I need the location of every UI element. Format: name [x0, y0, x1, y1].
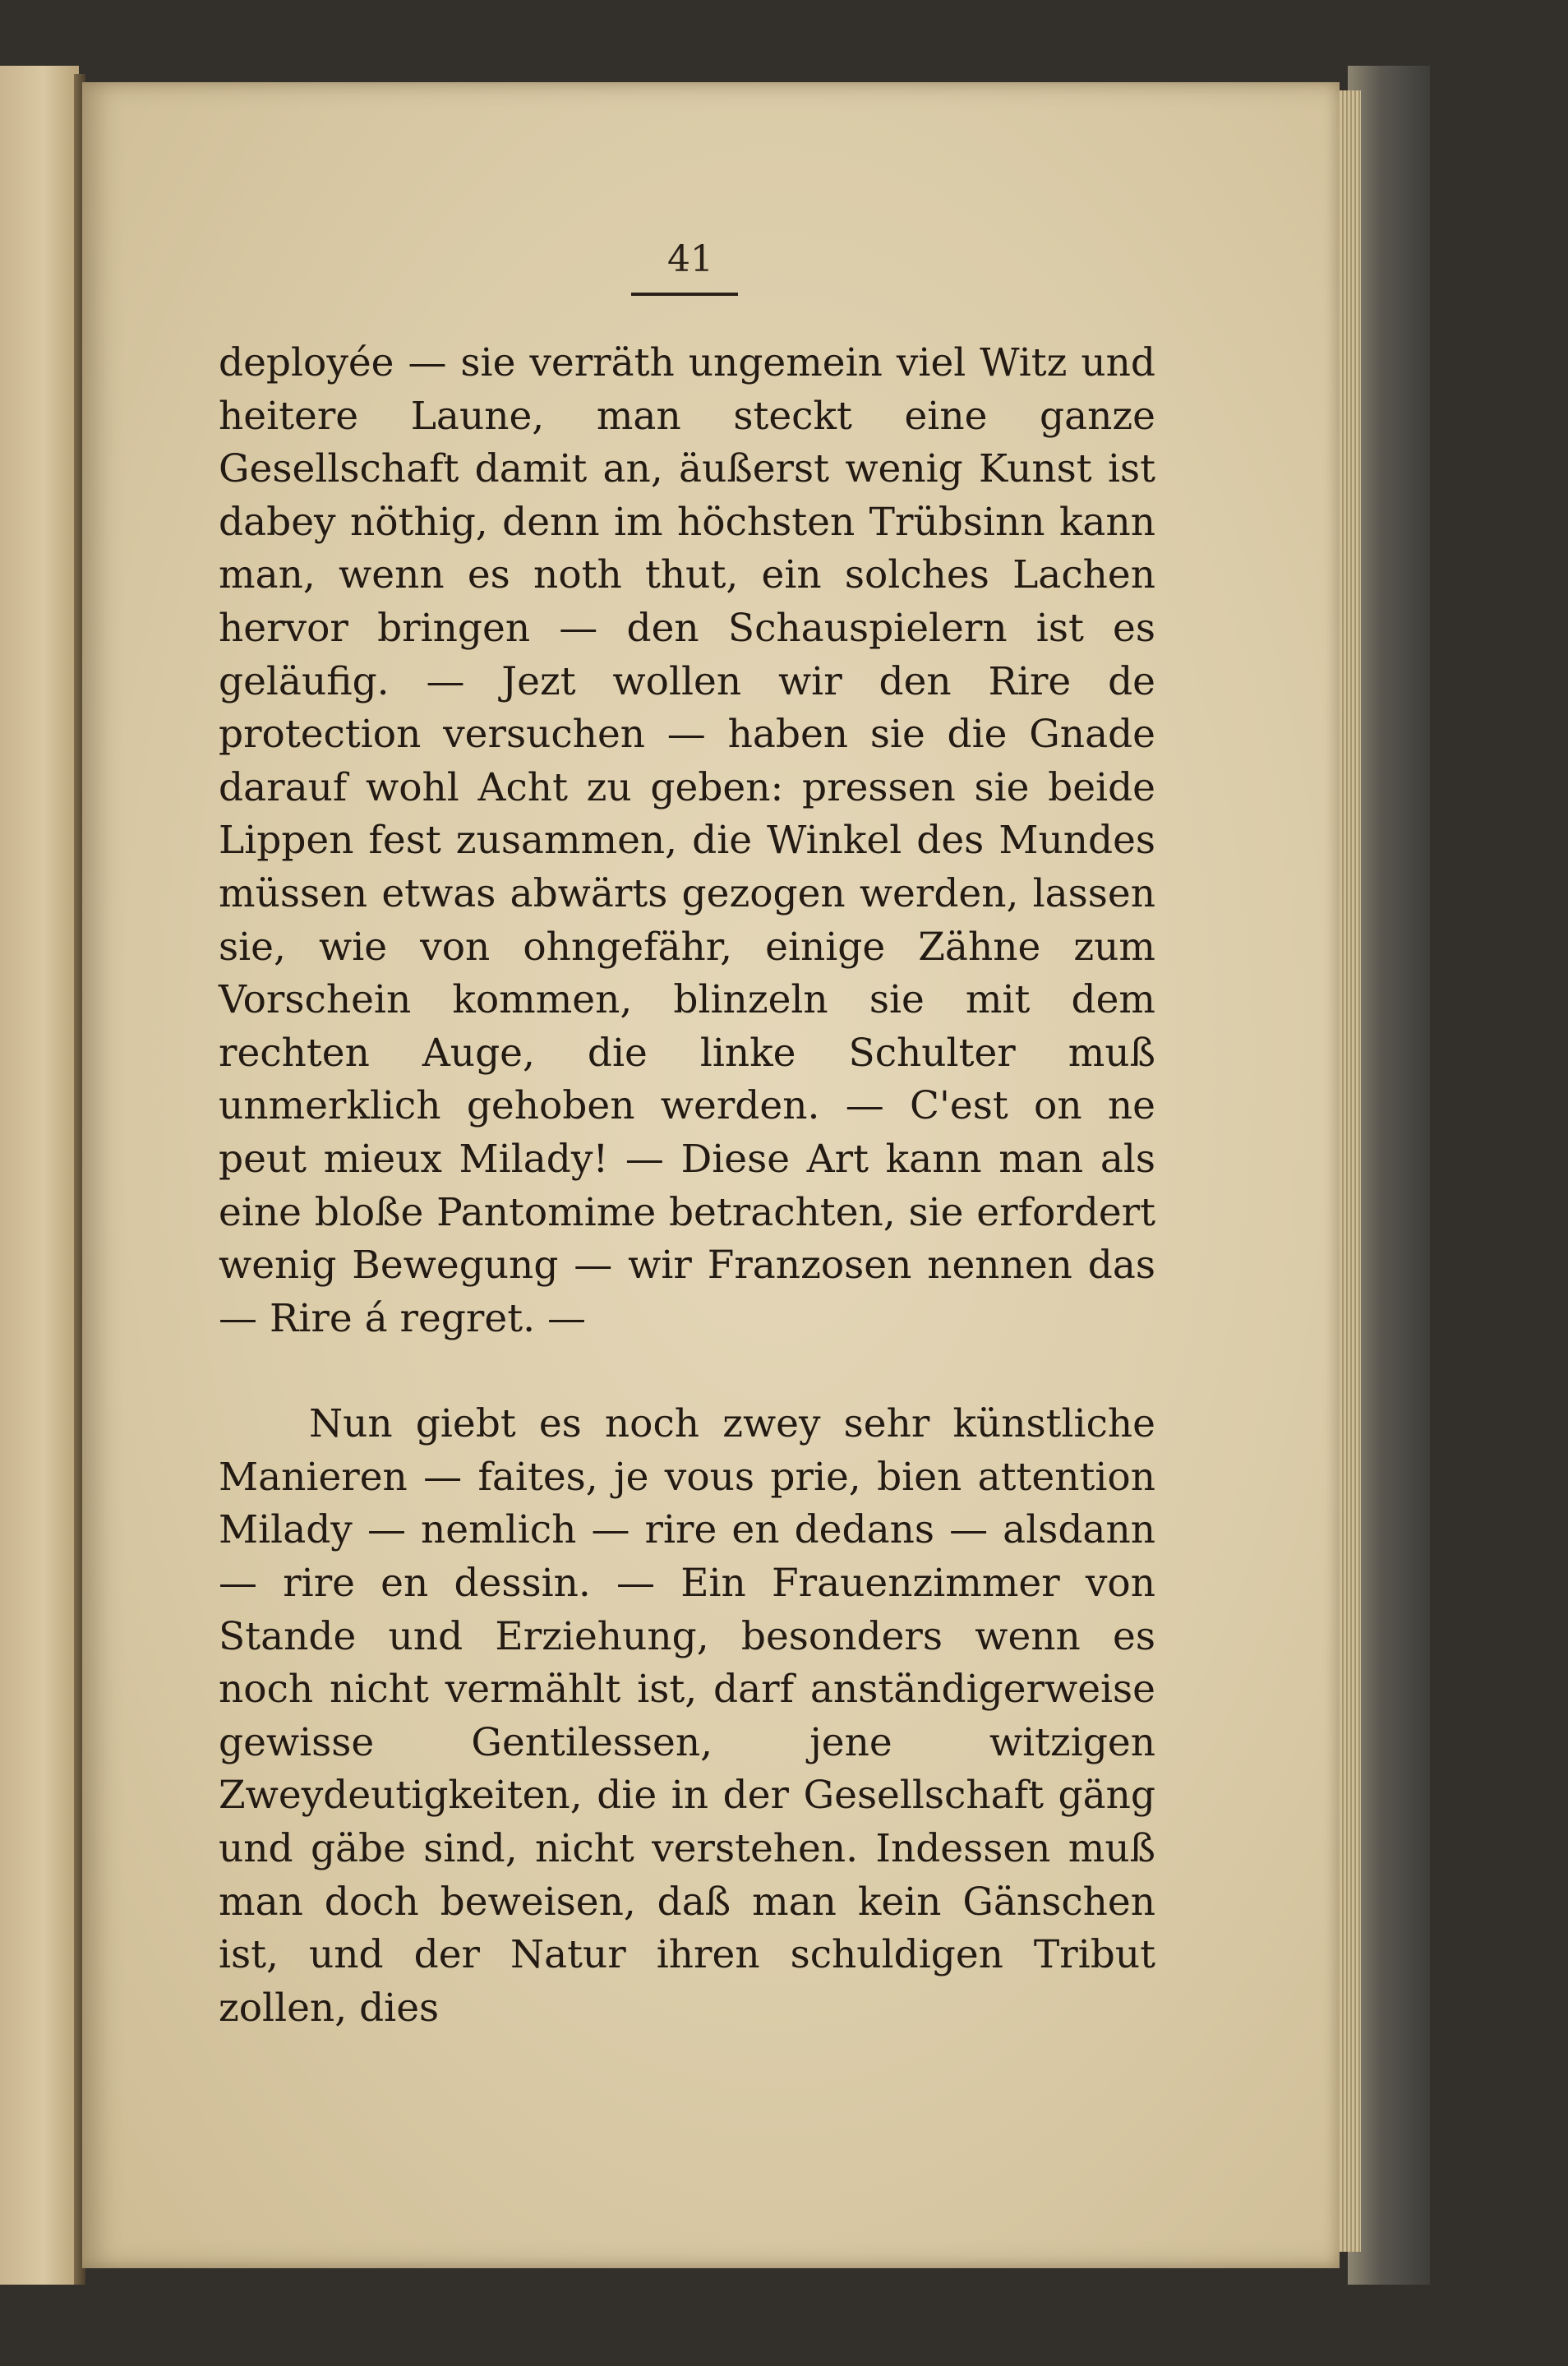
facing-page-edge — [0, 66, 79, 2285]
paragraph-1: deployée — sie verräth ungemein viel Witz und heitere Laune, man steckt eine ganze Gesellschaft damit an, äußerst wenig Kunst ist dabey nöthig, denn im höchsten Trübsinn kann man, wenn es noth thut, ein solches Lachen hervor bringen — den Schauspielern ist es geläufig. — Jezt wollen wir den Rire de protection versuchen — haben sie die Gnade darauf wohl Acht zu geben: pressen sie beide Lippen fest zusammen, die Winkel des Mundes müssen etwas abwärts gezogen werden, lassen sie, wie von ohngefähr, einige Zähne zum Vorschein kommen, blinzeln sie mit dem rechten Auge, die linke Schulter muß unmerklich gehoben werden. — C'est on ne peut mieux Milady! — Diese Art kann man als eine bloße Pantomime betrachten, sie erfordert wenig Bewegung — wir Franzosen nennen das — Rire á regret. — — [219, 340, 1155, 1341]
page-number-rule — [631, 293, 738, 296]
paragraph-2: Nun giebt es noch zwey sehr künstliche Manieren — faites, je vous prie, bien attention Milady — nemlich — rire en dedans — alsdann — rire en dessin. — Ein Frauenzimmer von Stande und Erziehung, besonders wenn es noch nicht vermählt ist, darf anständigerweise gewisse Gentilessen, jene witzigen Zweydeutigkeiten, die in der Gesellschaft gäng und gäbe sind, nicht verstehen. Indessen muß man doch beweisen, daß man kein Gänschen ist, und der Natur ihren schuldigen Tribut zollen, dies — [219, 1401, 1155, 2031]
page-number: 41 — [667, 238, 713, 280]
page-body-text — [219, 337, 1155, 2035]
